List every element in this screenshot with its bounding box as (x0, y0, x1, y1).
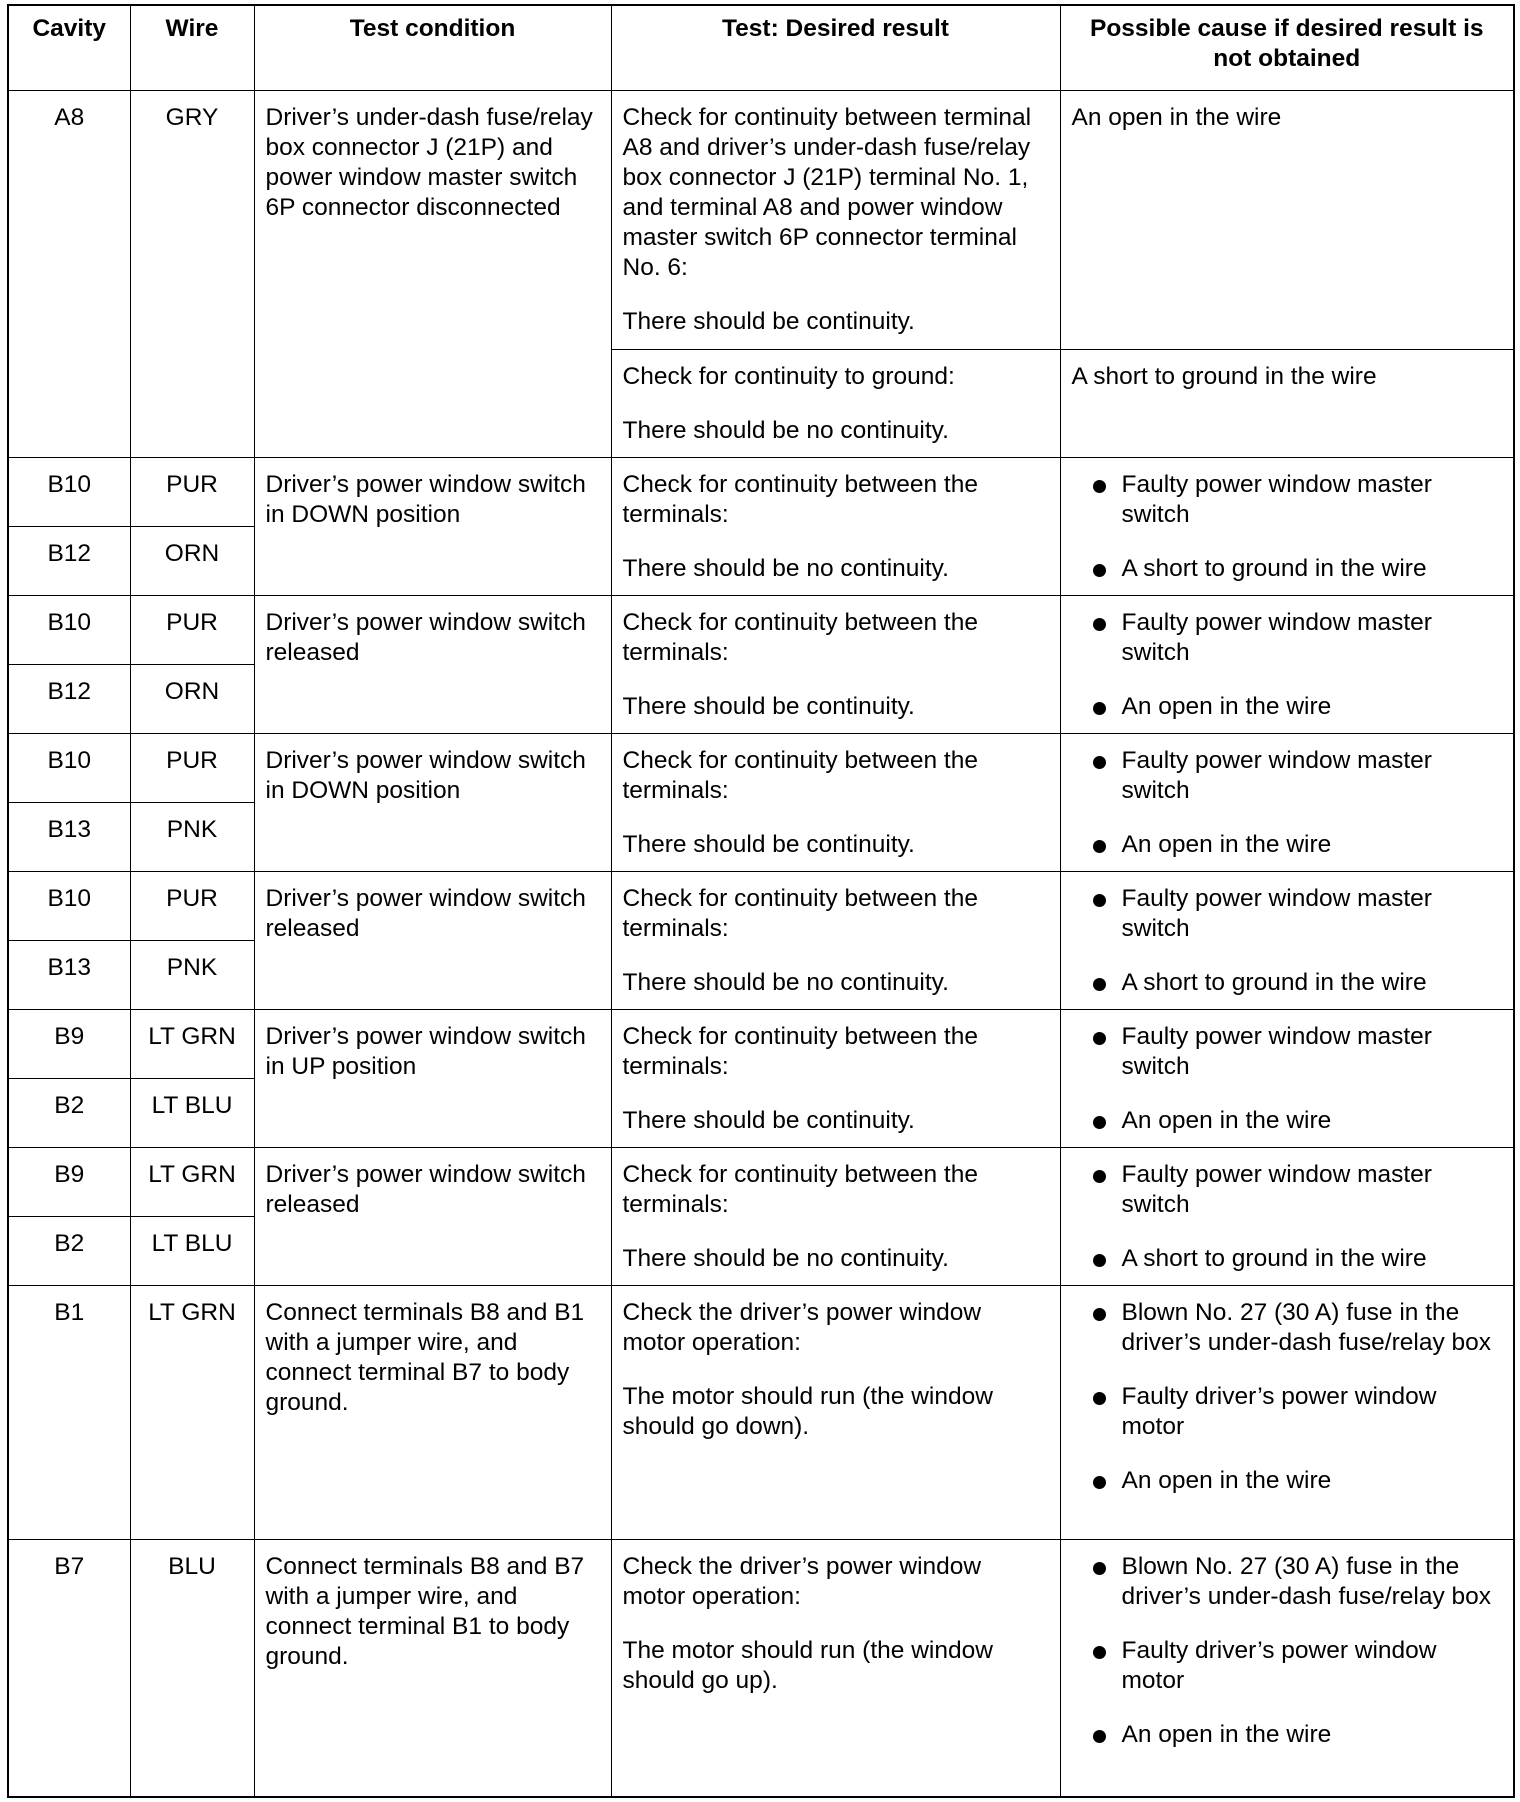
cause-cell (1060, 1539, 1514, 1797)
list-item: An open in the wire (1072, 830, 1503, 860)
cause-list (1072, 746, 1503, 860)
bullet-icon (1093, 1308, 1106, 1321)
list-item: An open in the wire (1072, 1466, 1503, 1496)
result-text: There should be continuity. (622, 830, 915, 858)
wire-cell: LT GRN (130, 1009, 254, 1078)
list-item: Faulty driver’s power window motor (1072, 1636, 1503, 1696)
cause-list (1072, 1160, 1503, 1274)
condition-cell: Driver’s power window switch released (254, 1147, 611, 1285)
cause-cell (1060, 1147, 1514, 1285)
cause-list (1072, 470, 1503, 584)
cavity-cell: B9 (8, 1147, 130, 1216)
test-text: Check the driver’s power window motor operation: (622, 1298, 982, 1356)
result-text: There should be continuity. (622, 692, 915, 720)
bullet-icon (1093, 894, 1106, 907)
bullet-icon (1093, 618, 1106, 631)
table-row (8, 595, 1514, 664)
wire-cell: PNK (130, 802, 254, 871)
list-item: An open in the wire (1072, 692, 1503, 722)
result-cell (611, 595, 1060, 733)
test-text: Check for continuity between the terminals: (622, 1022, 978, 1080)
wire-cell: PUR (130, 871, 254, 940)
test-text: Check for continuity between the terminals: (622, 608, 978, 666)
wire-cell: LT GRN (130, 1285, 254, 1539)
header-possible-cause: Possible cause if desired result is not obtained (1060, 5, 1514, 90)
table-row (8, 871, 1514, 940)
result-text: The motor should run (the window should go down). (622, 1382, 993, 1440)
bullet-icon (1093, 840, 1106, 853)
wire-cell: ORN (130, 526, 254, 595)
condition-cell: Connect terminals B8 and B1 with a jumper wire, and connect terminal B7 to body ground. (254, 1285, 611, 1539)
table-row (8, 1539, 1514, 1797)
cavity-cell: B13 (8, 940, 130, 1009)
bullet-icon (1093, 1392, 1106, 1405)
test-text: Check for continuity between the terminals: (622, 1160, 978, 1218)
result-text: There should be continuity. (622, 307, 915, 335)
cavity-cell: B2 (8, 1078, 130, 1147)
cause-cell: A short to ground in the wire (1060, 349, 1514, 457)
header-row (8, 5, 1514, 90)
table-row (8, 733, 1514, 802)
cause-list (1072, 884, 1503, 998)
list-item: Faulty power window master switch (1072, 1160, 1503, 1220)
list-item: Faulty power window master switch (1072, 746, 1503, 806)
list-item: A short to ground in the wire (1072, 968, 1503, 998)
wire-cell: LT GRN (130, 1147, 254, 1216)
list-item: Faulty power window master switch (1072, 884, 1503, 944)
cause-cell (1060, 871, 1514, 1009)
result-text: There should be no continuity. (622, 554, 949, 582)
list-item: Blown No. 27 (30 A) fuse in the driver’s under-dash fuse/relay box (1072, 1552, 1503, 1612)
test-text: Check for continuity between the terminals: (622, 746, 978, 804)
test-text: Check for continuity between the terminals: (622, 884, 978, 942)
list-item: An open in the wire (1072, 1720, 1503, 1750)
cavity-cell: B7 (8, 1539, 130, 1797)
cause-cell: An open in the wire (1060, 90, 1514, 349)
list-item: Faulty driver’s power window motor (1072, 1382, 1503, 1442)
result-text: There should be no continuity. (622, 416, 949, 444)
result-text: There should be no continuity. (622, 1244, 949, 1272)
bullet-icon (1093, 1562, 1106, 1575)
wire-cell: PUR (130, 733, 254, 802)
cavity-cell: B10 (8, 595, 130, 664)
bullet-icon (1093, 1116, 1106, 1129)
bullet-icon (1093, 1476, 1106, 1489)
wire-cell: PUR (130, 457, 254, 526)
list-item: Blown No. 27 (30 A) fuse in the driver’s under-dash fuse/relay box (1072, 1298, 1503, 1358)
bullet-icon (1093, 1254, 1106, 1267)
condition-cell: Driver’s power window switch released (254, 871, 611, 1009)
wire-cell: BLU (130, 1539, 254, 1797)
cavity-cell: B2 (8, 1216, 130, 1285)
cavity-cell: B12 (8, 664, 130, 733)
cause-cell (1060, 733, 1514, 871)
bullet-icon (1093, 1032, 1106, 1045)
test-text: Check for continuity to ground: (622, 362, 955, 390)
result-cell (611, 871, 1060, 1009)
bullet-icon (1093, 702, 1106, 715)
result-cell (611, 349, 1060, 457)
cavity-cell: B1 (8, 1285, 130, 1539)
cause-list (1072, 608, 1503, 722)
wire-cell: PNK (130, 940, 254, 1009)
result-cell (611, 457, 1060, 595)
cause-cell (1060, 457, 1514, 595)
condition-cell: Connect terminals B8 and B7 with a jumper wire, and connect terminal B1 to body ground. (254, 1539, 611, 1797)
wire-cell: LT BLU (130, 1216, 254, 1285)
bullet-icon (1093, 564, 1106, 577)
list-item: A short to ground in the wire (1072, 554, 1503, 584)
header-test-condition: Test condition (254, 5, 611, 90)
condition-cell: Driver’s power window switch in DOWN position (254, 733, 611, 871)
table-row (8, 457, 1514, 526)
cavity-cell: B10 (8, 457, 130, 526)
condition-cell: Driver’s power window switch in UP position (254, 1009, 611, 1147)
test-text: Check the driver’s power window motor operation: (622, 1552, 982, 1610)
wire-cell: ORN (130, 664, 254, 733)
cavity-cell: B12 (8, 526, 130, 595)
wire-cell: LT BLU (130, 1078, 254, 1147)
result-cell (611, 1009, 1060, 1147)
list-item: Faulty power window master switch (1072, 470, 1503, 530)
cavity-cell: B10 (8, 871, 130, 940)
result-cell (611, 1539, 1060, 1797)
bullet-icon (1093, 1170, 1106, 1183)
cause-list (1072, 1298, 1503, 1496)
condition-cell: Driver’s power window switch released (254, 595, 611, 733)
troubleshooting-table (7, 4, 1515, 1798)
result-cell (611, 90, 1060, 349)
table-row (8, 1285, 1514, 1539)
cause-cell (1060, 1285, 1514, 1539)
header-cavity: Cavity (8, 5, 130, 90)
bullet-icon (1093, 480, 1106, 493)
result-text: The motor should run (the window should go up). (622, 1636, 993, 1694)
result-cell (611, 1285, 1060, 1539)
header-desired-result: Test: Desired result (611, 5, 1060, 90)
cause-cell (1060, 595, 1514, 733)
list-item: A short to ground in the wire (1072, 1244, 1503, 1274)
result-cell (611, 733, 1060, 871)
bullet-icon (1093, 978, 1106, 991)
list-item: Faulty power window master switch (1072, 608, 1503, 668)
table-row (8, 90, 1514, 349)
cause-list (1072, 1552, 1503, 1750)
table-row (8, 1009, 1514, 1078)
condition-cell: Driver’s under-dash fuse/relay box connector J (21P) and power window master switch 6P connector disconnected (254, 90, 611, 457)
cause-list (1072, 1022, 1503, 1136)
bullet-icon (1093, 756, 1106, 769)
test-text: Check for continuity between the terminals: (622, 470, 978, 528)
bullet-icon (1093, 1730, 1106, 1743)
cavity-cell: B13 (8, 802, 130, 871)
table-row (8, 1147, 1514, 1216)
result-cell (611, 1147, 1060, 1285)
bullet-icon (1093, 1646, 1106, 1659)
header-wire: Wire (130, 5, 254, 90)
result-text: There should be no continuity. (622, 968, 949, 996)
condition-cell: Driver’s power window switch in DOWN position (254, 457, 611, 595)
wire-cell: PUR (130, 595, 254, 664)
test-text: Check for continuity between terminal A8 and driver’s under-dash fuse/relay box connector J (21P) terminal No. 1, and terminal A8 and power window master switch 6P connector terminal No. 6: (622, 103, 1032, 281)
cavity-cell: B9 (8, 1009, 130, 1078)
list-item: An open in the wire (1072, 1106, 1503, 1136)
cavity-cell: B10 (8, 733, 130, 802)
cause-cell (1060, 1009, 1514, 1147)
cavity-cell: A8 (8, 90, 130, 457)
wire-cell: GRY (130, 90, 254, 457)
result-text: There should be continuity. (622, 1106, 915, 1134)
list-item: Faulty power window master switch (1072, 1022, 1503, 1082)
